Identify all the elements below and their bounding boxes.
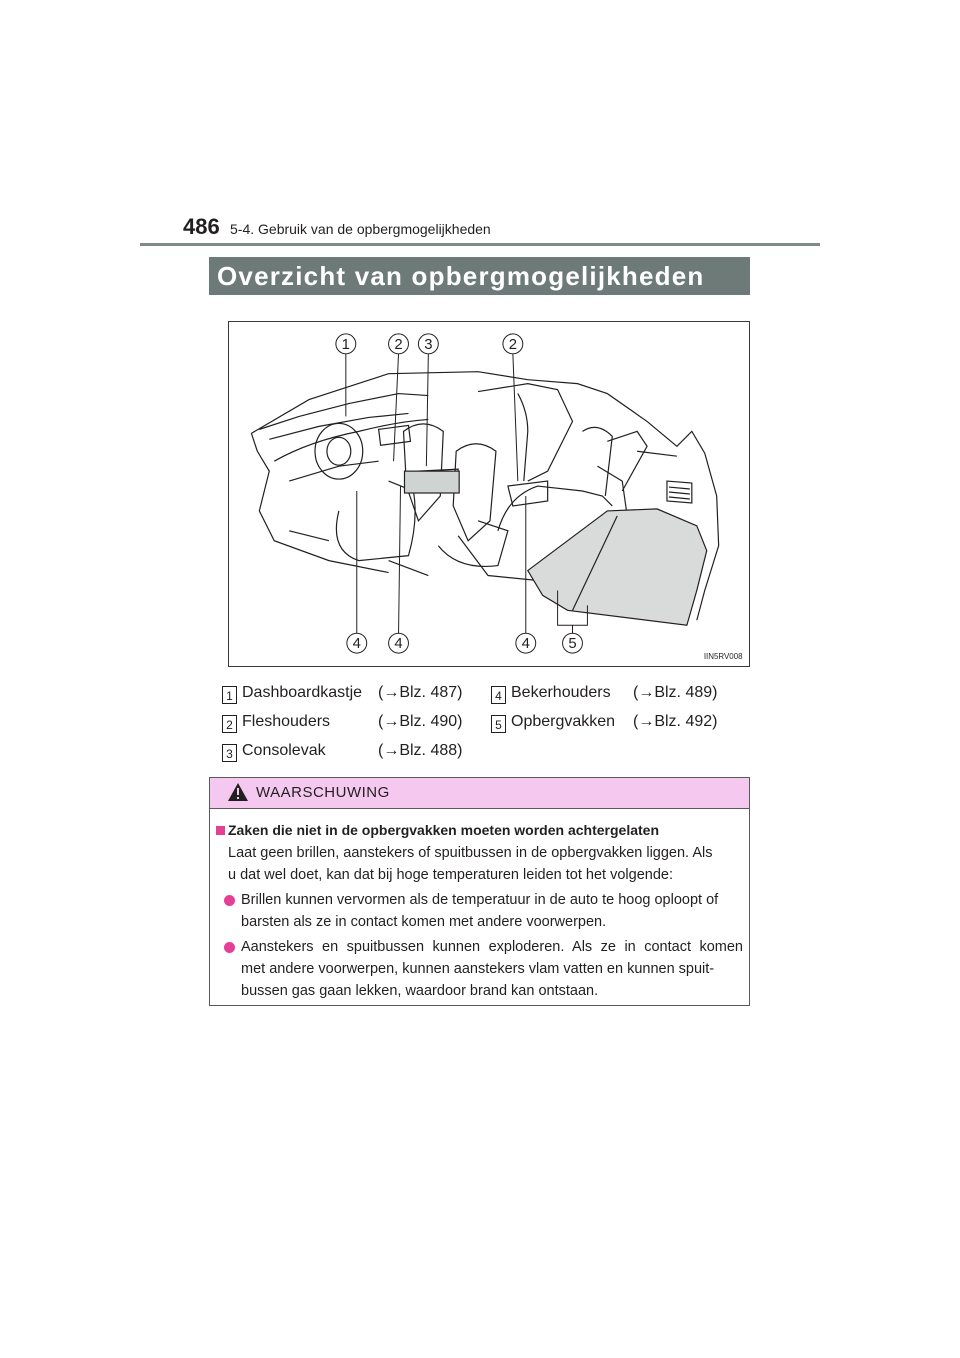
callout-bottom-2 (389, 633, 409, 653)
storage-overview-illustration (228, 321, 750, 667)
warning-heading: Zaken die niet in de opbergvakken moeten worden achtergelaten (228, 822, 659, 838)
header-rule (140, 243, 820, 246)
warning-intro-line-1: Laat geen brillen, aanstekers of spuitbussen in de opbergvakken liggen. Als (228, 845, 713, 861)
figure-code: IIN5RV008 (703, 652, 743, 662)
legend-page-ref: (→Blz. 490) (378, 713, 463, 730)
callout-bottom-3 (516, 633, 536, 653)
legend-label: Bekerhouders (511, 684, 611, 701)
legend-label: Consolevak (242, 742, 326, 759)
callout-bottom-2-label: 4 (394, 636, 403, 653)
legend-page-ref: (→Blz. 489) (633, 684, 718, 701)
callout-bottom-4-label: 5 (568, 636, 577, 653)
warning-bullet-2-line-1: Aanstekers en spuitbussen kunnen exploderen. Als ze in contact komen (241, 939, 743, 955)
bullet-dot-icon (224, 942, 235, 953)
callout-top-4 (503, 334, 523, 354)
legend-page-ref: (→Blz. 492) (633, 713, 718, 730)
legend-label: Fleshouders (242, 713, 331, 730)
callout-top-1 (336, 334, 356, 354)
warning-title: WAARSCHUWING (256, 784, 390, 801)
legend-number: 1 (222, 686, 237, 704)
warning-box (209, 777, 750, 1006)
warning-bullet-1-line-1: Brillen kunnen vervormen als de temperatuur in de auto te hoog oploopt of (241, 892, 719, 908)
heading-bullet-icon (216, 826, 225, 835)
page-number: 486 (183, 214, 220, 239)
legend-page-ref: (→Blz. 488) (378, 742, 463, 759)
callout-top-4-label: 2 (508, 336, 518, 353)
legend-page-ref: (→Blz. 487) (378, 684, 463, 701)
bullet-dot-icon (224, 895, 235, 906)
warning-bullet-2-line-2: met andere voorwerpen, kunnen aanstekers vlam vatten en kunnen spuit- (241, 961, 715, 977)
warning-intro-line-2: u dat wel doet, kan dat bij hoge temperaturen leiden tot het volgende: (228, 867, 673, 883)
legend-number: 2 (222, 715, 237, 733)
section-title: Overzicht van opbergmogelijkheden (209, 257, 750, 295)
legend-label: Opbergvakken (511, 713, 616, 730)
callout-bottom-3-label: 4 (521, 636, 530, 653)
warning-header (210, 778, 749, 809)
legend-number: 5 (491, 715, 506, 733)
car-interior-drawing (229, 322, 749, 666)
legend-number: 3 (222, 744, 237, 762)
legend-number: 4 (491, 686, 506, 704)
callout-bottom-1-label: 4 (352, 636, 361, 653)
callout-top-2 (389, 334, 409, 354)
callout-bottom-4 (563, 633, 583, 653)
callout-top-1-label: 1 (341, 336, 350, 353)
running-header: 5-4. Gebruik van de opbergmogelijkheden (230, 221, 491, 237)
callout-top-2-label: 2 (394, 336, 403, 353)
warning-triangle-icon (227, 782, 249, 802)
callout-top-3 (418, 334, 438, 354)
callout-bottom-1 (347, 633, 367, 653)
warning-bullet-1-line-2: barsten als ze in contact komen met andere voorwerpen. (241, 914, 607, 930)
warning-bullet-2-line-3: bussen gas gaan lekken, waardoor brand kan ontstaan. (241, 983, 599, 999)
legend-label: Dashboardkastje (242, 684, 363, 701)
callout-top-3-label: 3 (424, 336, 433, 353)
